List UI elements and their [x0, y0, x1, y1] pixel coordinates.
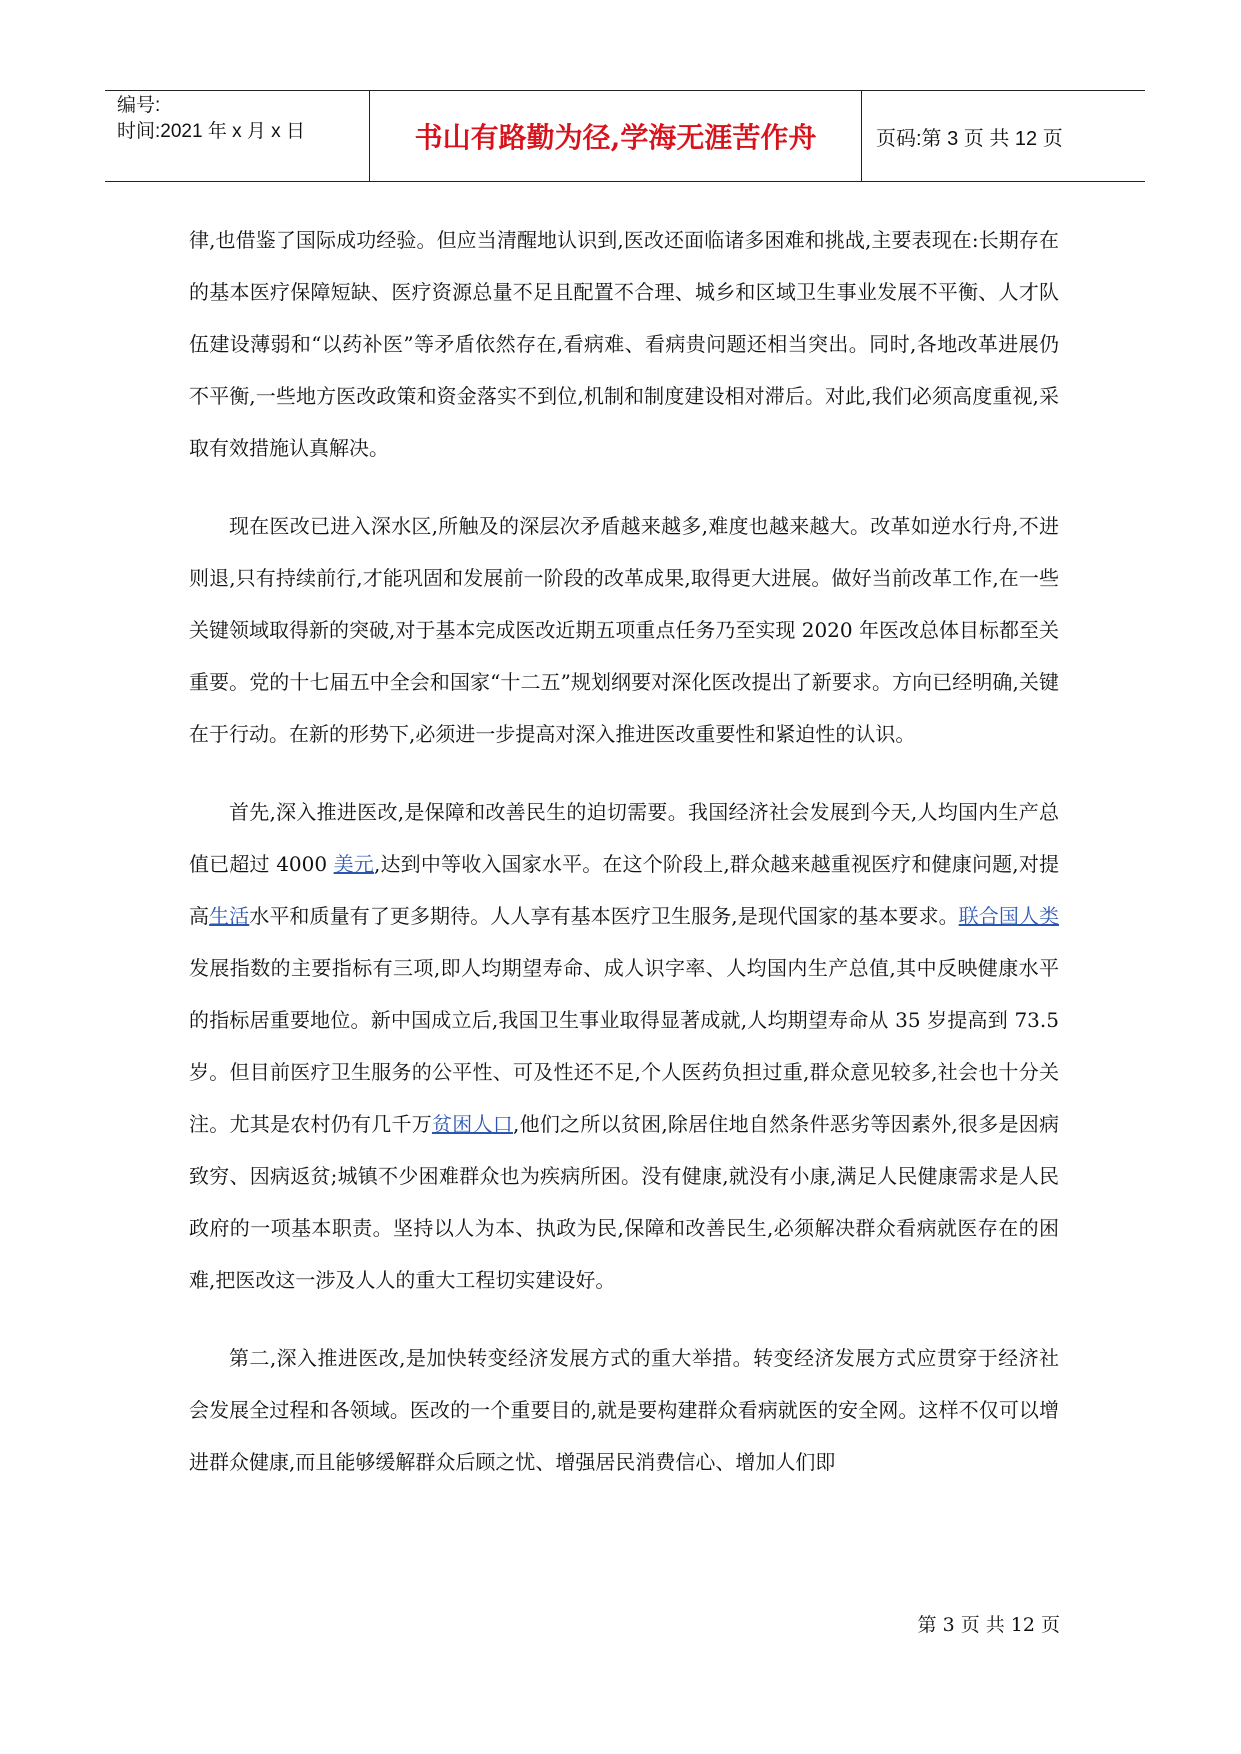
- inline-link[interactable]: 联合国人类: [958, 904, 1060, 928]
- paragraph: [189, 786, 1059, 1306]
- paragraph-text: 首先,深入推进医改,是保障和改善民生的迫切需要。我国经济社会发展到今天,人均国内生产总值已超过 4000: [189, 800, 1059, 876]
- paragraph: [189, 1332, 1059, 1488]
- header-meta: [105, 91, 370, 181]
- document-body: [189, 214, 1059, 1514]
- inline-link[interactable]: 美元: [333, 852, 374, 876]
- paragraph-text: ,达到中等收入国家水平。在这个阶段上,群众越来越重视医疗和健康问题,对提高: [189, 852, 1059, 928]
- paragraph-text: 第二,深入推进医改,是加快转变经济发展方式的重大举措。转变经济发展方式应贯穿于经济社会发展全过程和各领域。医改的一个重要目的,就是要构建群众看病就医的安全网。这样不仅可以增进群众健康,而且能够缓解群众后顾之忧、增强居民消费信心、增加人们即: [189, 1346, 1059, 1474]
- paragraph-text: 现在医改已进入深水区,所触及的深层次矛盾越来越多,难度也越来越大。改革如逆水行舟,不进则退,只有持续前行,才能巩固和发展前一阶段的改革成果,取得更大进展。做好当前改革工作,在一些关键领域取得新的突破,对于基本完成医改近期五项重点任务乃至实现 2020 年医改总体目标都至关重要。党的十七届五中全会和国家“十二五”规划纲要对深化医改提出了新要求。方向已经明确,关键在于行动。在新的形势下,必须进一步提高对深入推进医改重要性和紧迫性的认识。: [189, 514, 1059, 746]
- paragraph-text: 律,也借鉴了国际成功经验。但应当清醒地认识到,医改还面临诸多困难和挑战,主要表现在:长期存在的基本医疗保障短缺、医疗资源总量不足且配置不合理、城乡和区域卫生事业发展不平衡、人才队伍建设薄弱和“以药补医”等矛盾依然存在,看病难、看病贵问题还相当突出。同时,各地改革进展仍不平衡,一些地方医改政策和资金落实不到位,机制和制度建设相对滞后。对此,我们必须高度重视,采取有效措施认真解决。: [189, 228, 1059, 460]
- document-number-label: 编号:: [117, 95, 161, 116]
- paragraph: [189, 500, 1059, 760]
- document-time-label: 时间:2021 年 x 月 x 日: [117, 121, 305, 142]
- inline-link[interactable]: 贫困人口: [431, 1112, 513, 1136]
- page-header: [105, 90, 1145, 182]
- paragraph: [189, 214, 1059, 474]
- paragraph-text: ,他们之所以贫困,除居住地自然条件恶劣等因素外,很多是因病致穷、因病返贫;城镇不少困难群众也为疾病所困。没有健康,就没有小康,满足人民健康需求是人民政府的一项基本职责。坚持以人为本、执政为民,保障和改善民生,必须解决群众看病就医存在的困难,把医改这一涉及人人的重大工程切实建设好。: [189, 1112, 1060, 1292]
- paragraph-text: 水平和质量有了更多期待。人人享有基本医疗卫生服务,是现代国家的基本要求。: [249, 904, 959, 928]
- page-footer: 第 3 页 共 12 页: [917, 1614, 1060, 1636]
- inline-link[interactable]: 生活: [209, 904, 250, 928]
- header-motto: 书山有路勤为径,学海无涯苦作舟: [370, 91, 862, 181]
- header-page-info: 页码:第 3 页 共 12 页: [876, 127, 1063, 150]
- paragraph-text: 发展指数的主要指标有三项,即人均期望寿命、成人识字率、人均国内生产总值,其中反映健康水平的指标居重要地位。新中国成立后,我国卫生事业取得显著成就,人均期望寿命从 35 岁提高到 73.5 岁。但目前医疗卫生服务的公平性、可及性还不足,个人医药负担过重,群众意见较多,社会也十分关注。尤其是农村仍有几千万: [189, 956, 1059, 1136]
